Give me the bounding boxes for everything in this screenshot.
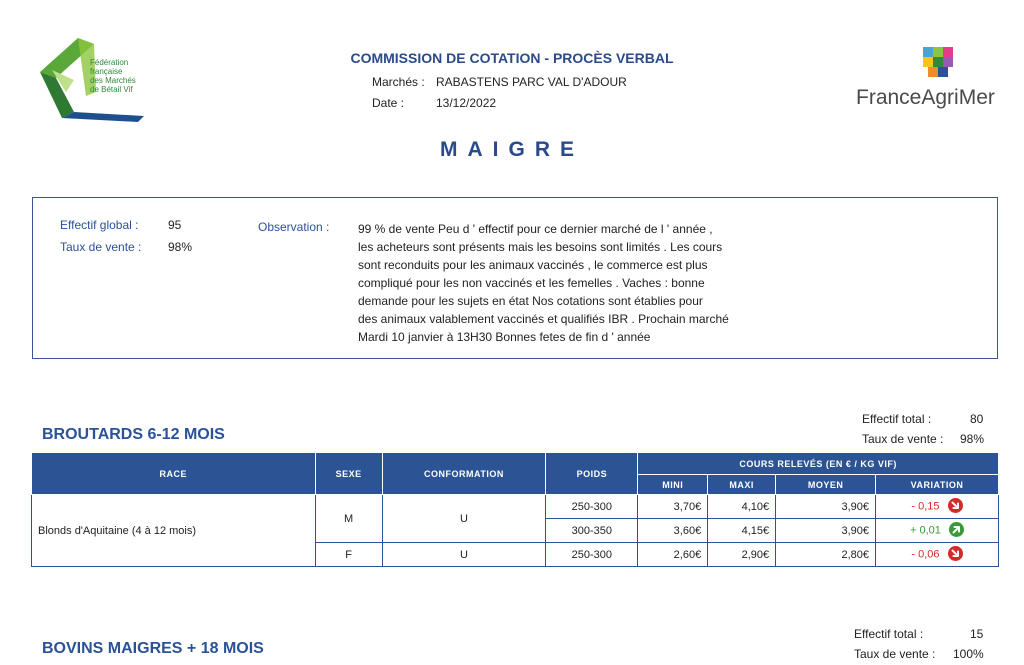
effectif-global-label: Effectif global : [60,218,139,232]
arrow-down-icon [948,498,963,513]
section1-effectif-value: 80 [970,412,984,426]
variation-value: + 0,01 [910,524,941,537]
franceagrimer-logo-text: FranceAgriMer [856,86,995,109]
conformation-cell: U [382,495,546,543]
ffm-text-line-3: des Marchés [90,76,136,85]
arrow-down-icon [948,546,963,561]
date-label: Date : [372,96,405,110]
observation-line: les acheteurs sont présents mais les besoins sont limités . Les cours [358,240,723,254]
section1-taux-label: Taux de vente : [862,432,944,446]
col-mini: MINI [638,475,708,495]
moyen-cell: 3,90€ [776,495,876,519]
race-cell: Blonds d'Aquitaine (4 à 12 mois) [32,495,316,567]
section2-effectif-label: Effectif total : [854,627,924,641]
col-variation: VARIATION [876,475,999,495]
section-broutards-title: BROUTARDS 6-12 MOIS [42,426,225,443]
marches-label: Marchés : [372,75,425,89]
effectif-global-value: 95 [168,218,182,232]
col-race: RACE [32,453,316,495]
variation-cell [876,519,999,543]
section1-effectif-label: Effectif total : [862,412,932,426]
observation-line: compliqué pour les non vaccinés et les femelles . Vaches : bonne [358,276,705,290]
col-conformation: CONFORMATION [382,453,546,495]
marches-value: RABASTENS PARC VAL D'ADOUR [436,75,627,89]
variation-cell [876,543,999,567]
variation-value: - 0,06 [911,548,940,561]
section2-taux-value: 100% [953,647,984,661]
poids-cell: 250-300 [546,543,638,567]
variation-cell [876,495,999,519]
section2-effectif-value: 15 [970,627,984,641]
broutards-table [31,452,999,567]
col-cours-releves: COURS RELEVÉS (EN € / KG VIF) [638,453,999,475]
arrow-up-icon [949,522,964,537]
sexe-cell: M [315,495,382,543]
taux-vente-value: 98% [168,240,193,254]
report-title: COMMISSION DE COTATION - PROCÈS VERBAL [350,50,674,66]
section2-taux-label: Taux de vente : [854,647,936,661]
date-value: 13/12/2022 [436,96,497,110]
ffm-text-line-4: de Bétail Vif [90,85,133,94]
moyen-cell: 3,90€ [776,519,876,543]
conformation-cell: U [382,543,546,567]
category-title: MAIGRE [440,138,584,161]
maxi-cell: 2,90€ [708,543,776,567]
sexe-cell: F [315,543,382,567]
observation-line: Mardi 10 janvier à 13H30 Bonnes fetes de fin d ' année [358,330,651,344]
mini-cell: 3,70€ [638,495,708,519]
observation-line: demande pour les sujets en état Nos cotations sont établies pour [358,294,703,308]
observation-text [358,220,788,346]
section1-taux-value: 98% [960,432,985,446]
mini-cell: 2,60€ [638,543,708,567]
taux-vente-label: Taux de vente : [60,240,142,254]
moyen-cell: 2,80€ [776,543,876,567]
section-bovins-maigres-title: BOVINS MAIGRES + 18 MOIS [42,640,264,657]
col-poids: POIDS [546,453,638,495]
ffm-text-line-1: Fédération [90,58,129,67]
col-sexe: SEXE [315,453,382,495]
observation-line: 99 % de vente Peu d ' effectif pour ce dernier marché de l ' année , [358,222,713,236]
observation-label: Observation : [258,220,330,234]
ffm-text-line-2: française [90,67,123,76]
maxi-cell: 4,10€ [708,495,776,519]
col-maxi: MAXI [708,475,776,495]
table-row [32,495,999,519]
col-moyen: MOYEN [776,475,876,495]
poids-cell: 300-350 [546,519,638,543]
observation-line: sont reconduits pour les animaux vaccinés , le commerce est plus [358,258,708,272]
mini-cell: 3,60€ [638,519,708,543]
observation-line: des animaux valablement vaccinés et qualifiés IBR . Prochain marché [358,312,729,326]
variation-value: - 0,15 [911,500,940,513]
poids-cell: 250-300 [546,495,638,519]
maxi-cell: 4,15€ [708,519,776,543]
